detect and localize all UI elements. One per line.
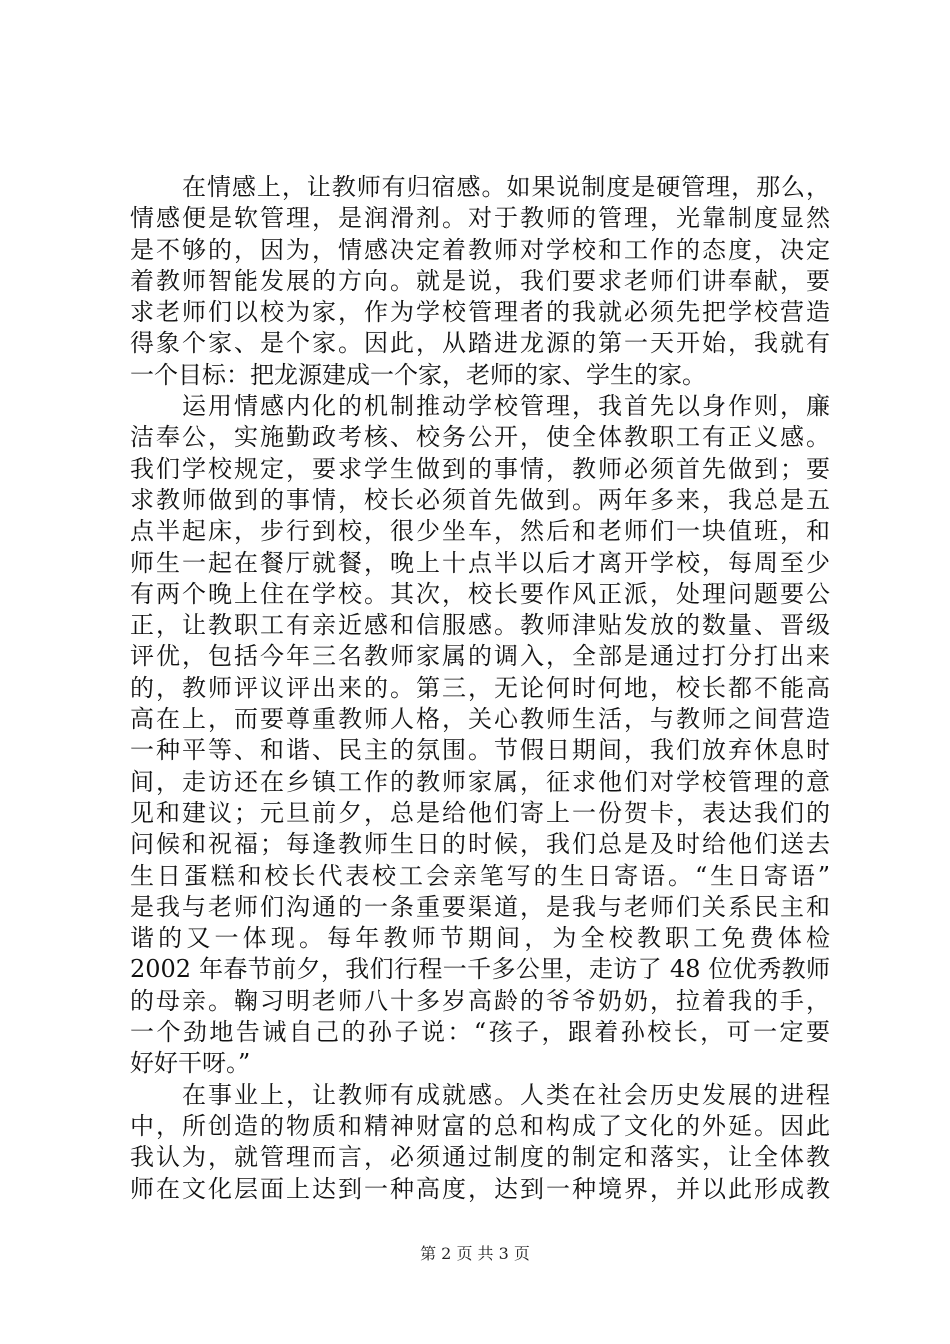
- text-line: 间，走访还在乡镇工作的教师家属，征求他们对学校管理的意: [130, 767, 830, 796]
- text-line: 点半起床，步行到校，很少坐车，然后和老师们一块值班，和: [130, 517, 830, 546]
- text-line: 师在文化层面上达到一种高度，达到一种境界，并以此形成教: [130, 1174, 830, 1203]
- text-line: 是不够的，因为，情感决定着教师对学校和工作的态度，决定: [130, 235, 830, 264]
- page-footer: 第 2 页 共 3 页: [420, 1244, 530, 1263]
- text-line: 高在上，而要尊重教师人格，关心教师生活，与教师之间营造: [130, 705, 830, 734]
- text-line: 2002 年春节前夕，我们行程一千多公里，走访了 48 位优秀教师: [130, 955, 830, 984]
- text-line: 有两个晚上住在学校。其次，校长要作风正派，处理问题要公: [130, 579, 830, 608]
- text-line: 谐的又一体现。每年教师节期间，为全校教职工免费体检: [130, 924, 830, 953]
- text-line: 一种平等、和谐、民主的氛围。节假日期间，我们放弃休息时: [130, 736, 830, 765]
- text-line: 生日蛋糕和校长代表校工会亲笔写的生日寄语。“生日寄语”: [130, 861, 830, 890]
- text-line: 着教师智能发展的方向。就是说，我们要求老师们讲奉献，要: [130, 266, 830, 295]
- body-text: [130, 172, 830, 1205]
- text-line: 我认为，就管理而言，必须通过制度的制定和落实，让全体教: [130, 1143, 830, 1172]
- text-line: 在情感上，让教师有归宿感。如果说制度是硬管理，那么，: [182, 173, 830, 201]
- text-line: 求老师们以校为家，作为学校管理者的我就必须先把学校营造: [130, 298, 830, 327]
- text-line: 得象个家、是个家。因此，从踏进龙源的第一天开始，我就有: [130, 329, 830, 358]
- text-line: 我们学校规定，要求学生做到的事情，教师必须首先做到；要: [130, 454, 830, 483]
- text-line: 在事业上，让教师有成就感。人类在社会历史发展的进程: [182, 1080, 830, 1109]
- text-line: 是我与老师们沟通的一条重要渠道，是我与老师们关系民主和: [130, 892, 830, 921]
- text-line: 评优，包括今年三名教师家属的调入，全部是通过打分打出来: [130, 642, 830, 671]
- text-line: 中，所创造的物质和精神财富的总和构成了文化的外延。因此: [130, 1111, 830, 1140]
- text-line: 运用情感内化的机制推动学校管理，我首先以身作则，廉: [182, 392, 830, 421]
- text-line: 一个劲地告诫自己的孙子说：“孩子，跟着孙校长，可一定要: [130, 1018, 830, 1047]
- text-line: 一个目标：把龙源建成一个家，老师的家、学生的家。: [130, 360, 706, 389]
- text-line: 见和建议；元旦前夕，总是给他们寄上一份贺卡，表达我们的: [130, 798, 830, 827]
- text-line: 情感便是软管理，是润滑剂。对于教师的管理，光靠制度显然: [130, 204, 830, 233]
- text-line: 好好干呀。”: [130, 1049, 251, 1078]
- text-line: 求教师做到的事情，校长必须首先做到。两年多来，我总是五: [130, 485, 830, 514]
- text-line: 问候和祝福；每逢教师生日的时候，我们总是及时给他们送去: [130, 830, 830, 859]
- text-line: 的母亲。鞠习明老师八十多岁高龄的爷爷奶奶，拉着我的手，: [130, 986, 830, 1015]
- text-line: 师生一起在餐厅就餐，晚上十点半以后才离开学校，每周至少: [130, 548, 830, 577]
- text-line: 洁奉公，实施勤政考核、校务公开，使全体教职工有正义感。: [130, 423, 830, 452]
- text-line: 的，教师评议评出来的。第三，无论何时何地，校长都不能高: [130, 673, 830, 702]
- text-line: 正，让教职工有亲近感和信服感。教师津贴发放的数量、晋级: [130, 611, 830, 640]
